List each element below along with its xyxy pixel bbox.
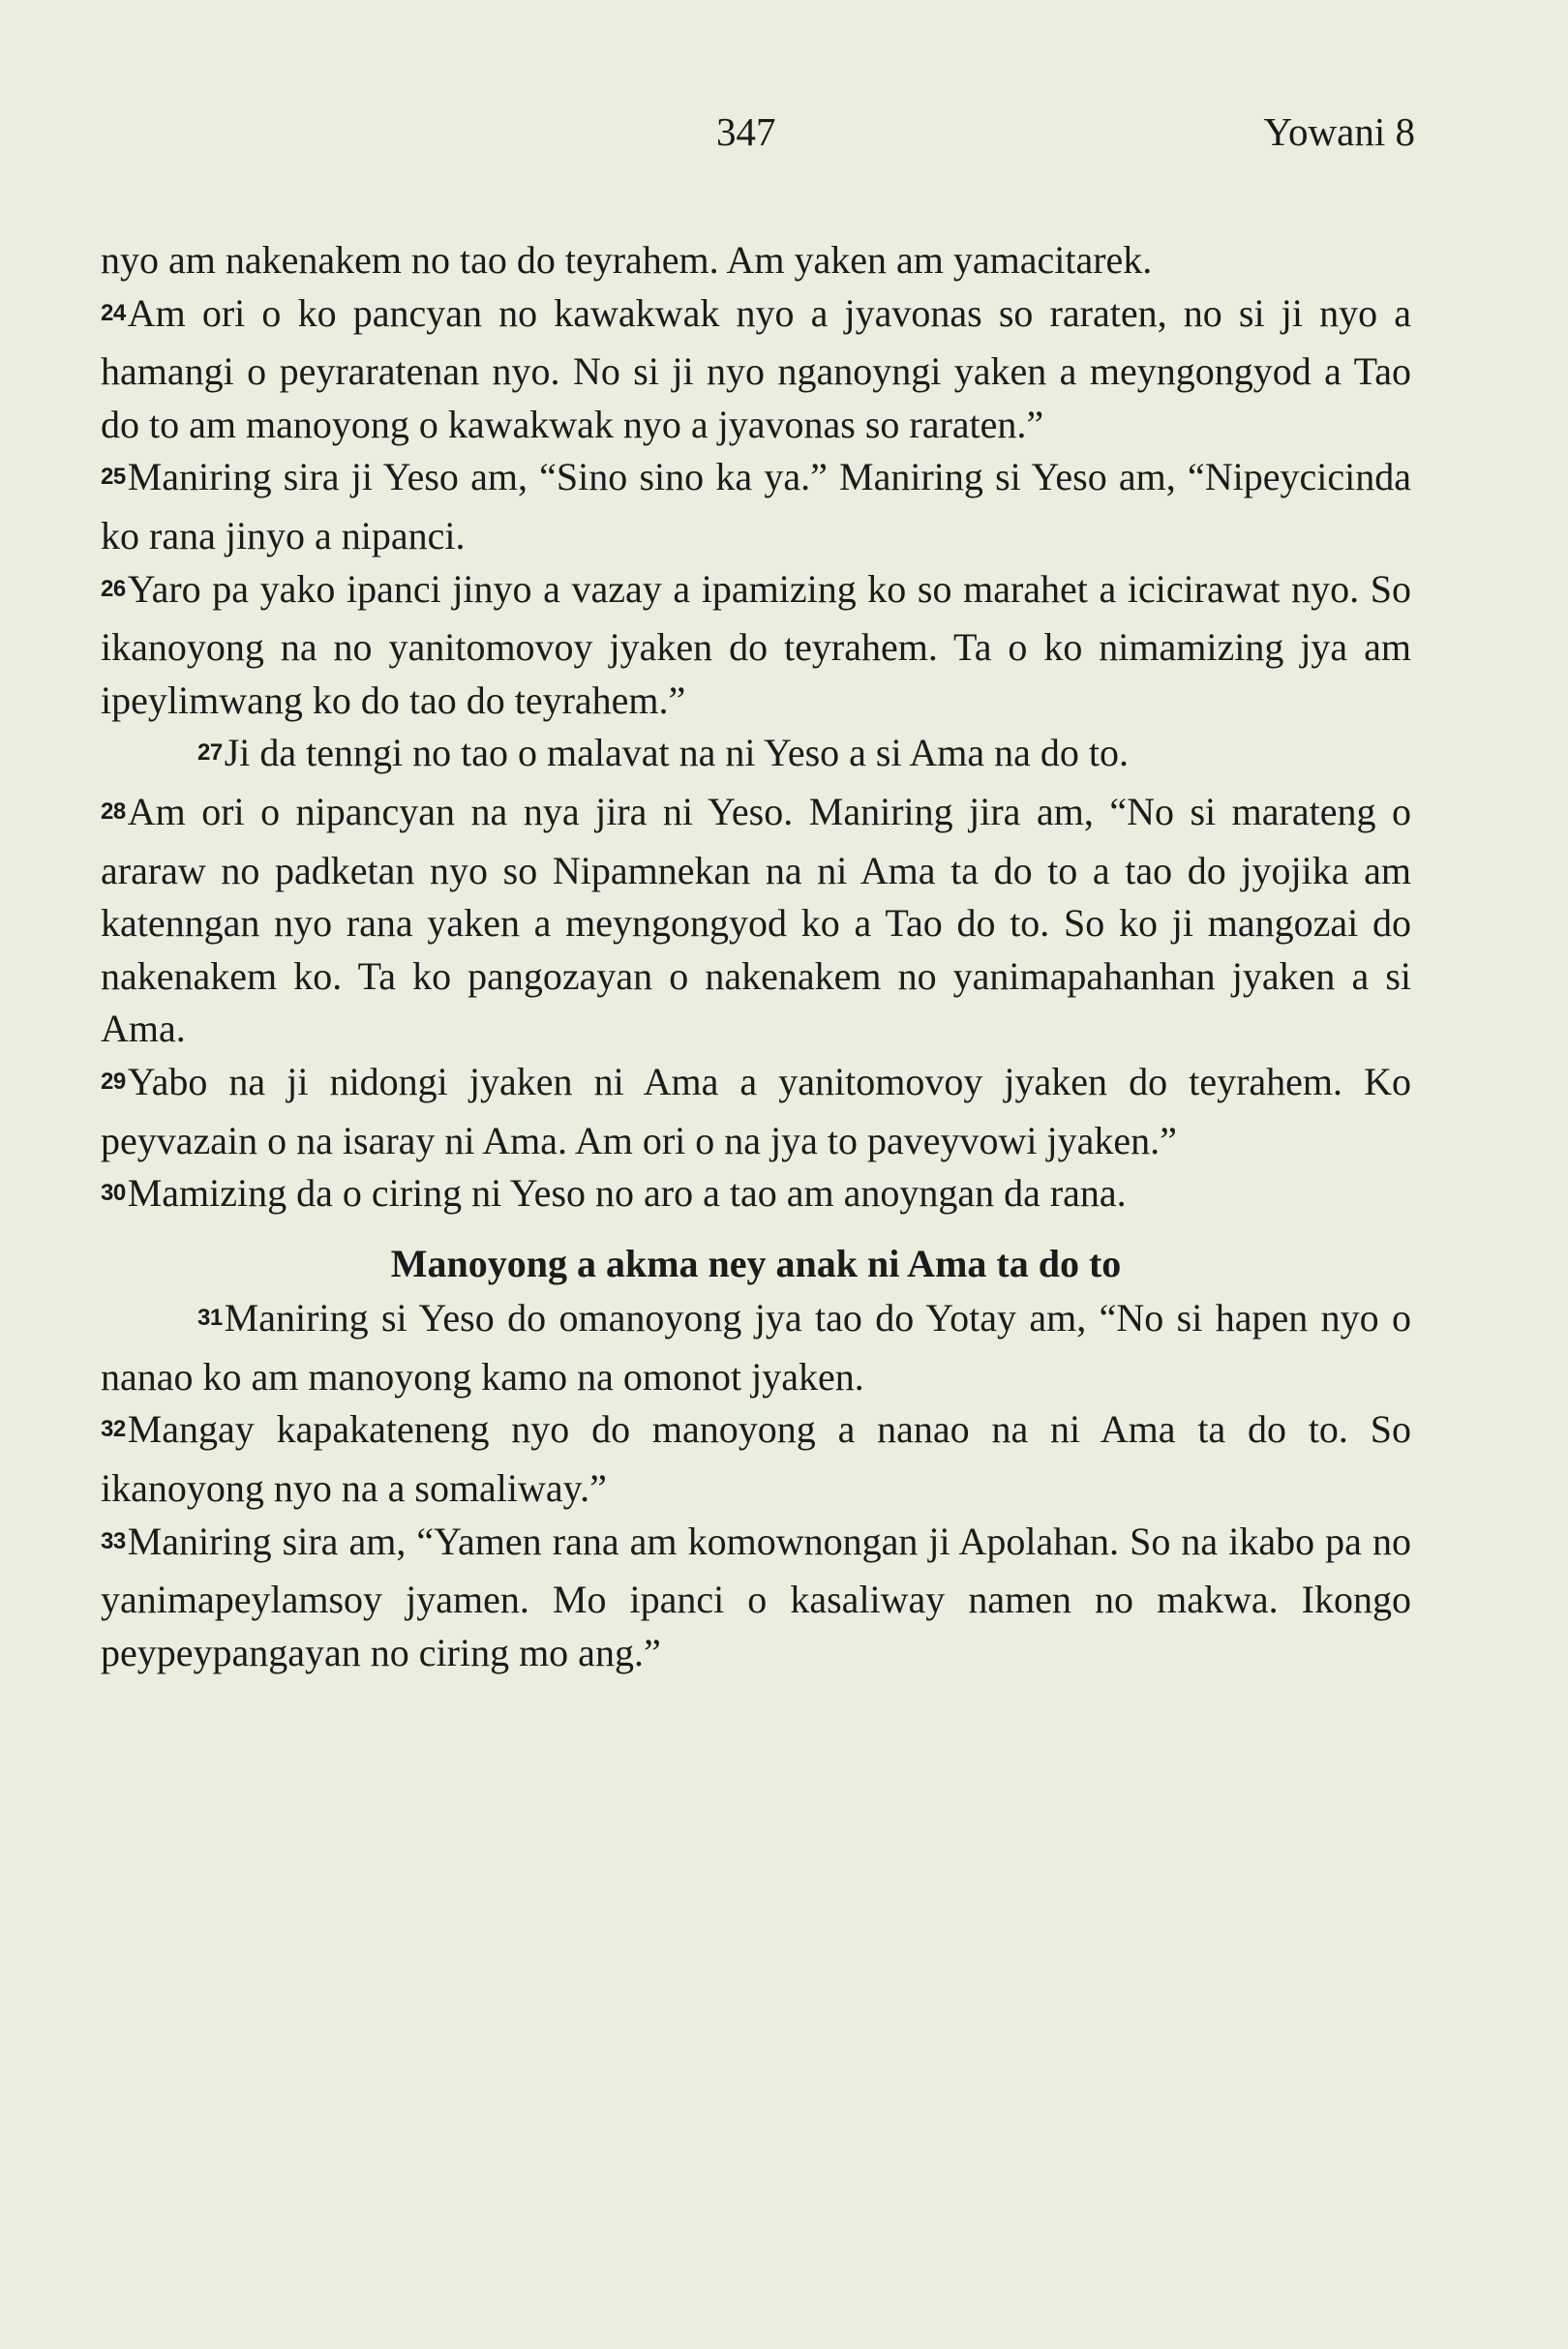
page-number: 347 — [716, 109, 776, 154]
verse-text: Yaro pa yako ipanci jinyo a vazay a ipamizing ko so marahet a icicirawat nyo. So ikanoyong na no yanitomovoy jyaken do teyrahem. Ta o ko nimamizing jya am ipeylimwang ko do tao do teyrahem.” — [101, 566, 1411, 722]
verse-paragraph — [101, 1403, 1411, 1515]
verse-paragraph — [101, 287, 1411, 452]
verse-paragraph — [101, 1516, 1411, 1680]
verse-text: Ji da tenngi no tao o malavat na ni Yeso a si Ama na do to. — [224, 731, 1130, 775]
verse-paragraph — [101, 451, 1411, 562]
verse-number: 24 — [101, 299, 126, 326]
verse-number: 25 — [101, 464, 126, 491]
verse-text: nyo am nakenakem no tao do teyrahem. Am yaken am yamacitarek. — [101, 238, 1153, 282]
verse-text: Maniring sira ji Yeso am, “Sino sino ka ya.” Maniring si Yeso am, “Nipeycicinda ko rana jinyo a nipanci. — [101, 455, 1411, 557]
verse-text: Yabo na ji nidongi jyaken ni Ama a yanitomovoy jyaken do teyrahem. Ko peyvazain o na isaray ni Ama. Am ori o na jya to paveyvowi jyaken.” — [101, 1059, 1411, 1162]
verse-text: Am ori o nipancyan na nya jira ni Yeso. Maniring jira am, “No si marateng o araraw no padketan nyo so Nipamnekan na ni Ama ta do to a tao do jyojika am katenngan nyo rana yaken a meyngongyod ko a Tao do to. So ko ji mangozai do nakenakem ko. Ta ko pangozayan o nakenakem no yanimapahanhan jyaken a si Ama. — [101, 789, 1411, 1051]
verse-number: 32 — [101, 1416, 126, 1443]
section-heading: Manoyong a akma ney anak ni Ama ta do to — [390, 1241, 1122, 1285]
verse-number: 27 — [197, 739, 223, 767]
verse-text: Mangay kapakateneng nyo do manoyong a nanao na ni Ama ta do to. So ikanoyong nyo na a somaliway.” — [101, 1407, 1411, 1511]
verse-text: Maniring si Yeso do omanoyong jya tao do Yotay am, “No si hapen nyo o nanao ko am manoyong kamo na omonot jyaken. — [101, 1296, 1411, 1399]
page-header — [0, 108, 1568, 166]
verse-paragraph — [101, 1167, 1411, 1226]
verse-paragraph — [101, 786, 1411, 1056]
scripture-text — [101, 234, 1411, 1679]
verse-number: 30 — [101, 1180, 126, 1207]
verse-text: Am ori o ko pancyan no kawakwak nyo a jyavonas so raraten, no si ji nyo a hamangi o peyraratenan nyo. No si ji nyo nganoyngi yaken a meyngongyod a Tao do to am manoyong o kawakwak nyo a jyavonas so raraten.” — [101, 290, 1411, 446]
running-head: Yowani 8 — [1263, 109, 1415, 154]
verse-number: 31 — [197, 1305, 223, 1332]
verse-number: 33 — [101, 1527, 126, 1554]
verse-number: 26 — [101, 575, 126, 602]
verse-number: 29 — [101, 1068, 126, 1095]
verse-text: Mamizing da o ciring ni Yeso no aro a tao am anoyngan da rana. — [127, 1171, 1127, 1216]
verse-paragraph — [101, 727, 1411, 786]
verse-paragraph — [101, 563, 1411, 728]
verse-paragraph — [101, 1292, 1411, 1403]
verse-number: 28 — [101, 798, 126, 825]
verse-paragraph — [101, 234, 1411, 287]
verse-text: Maniring sira am, “Yamen rana am komownongan ji Apolahan. So na ikabo pa no yanimapeylamsoy jyamen. Mo ipanci o kasaliway namen no makwa. Ikongo peypeypangayan no ciring mo ang.” — [101, 1519, 1411, 1674]
verse-paragraph — [101, 1056, 1411, 1167]
